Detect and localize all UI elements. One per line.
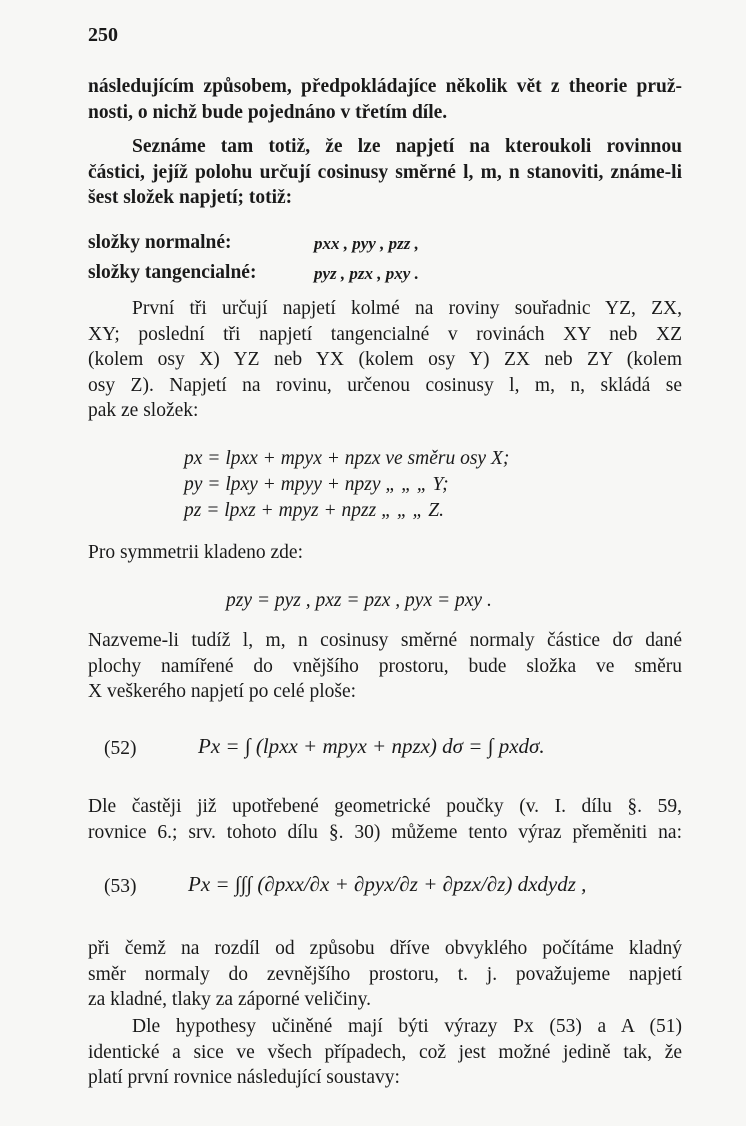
symmetry-intro [88, 540, 682, 566]
text-line: šest složek napjetí; totiž: [88, 187, 293, 208]
text-line: X veškerého napjetí po celé ploše: [88, 681, 357, 702]
paragraph-6 [88, 936, 682, 1013]
equation-px: px = lpxx + mpyx + npzx ve směru osy X; [184, 448, 510, 469]
text-line: (kolem osy X) YZ neb YX (kolem osy Y) ZX neb ZY (kolem [88, 349, 682, 370]
text-line: plochy namířené do vnějšího prostoru, bude složka ve směru [88, 655, 682, 677]
text-line: Pro symmetrii kladeno zde: [88, 542, 303, 563]
text-line: Seznáme tam totiž, že lze napjetí na kteroukoli rovinnou [132, 136, 682, 157]
text-line: nosti, o nichž bude pojednáno v třetím díle. [88, 101, 448, 123]
equation-pz: pz = lpxz + mpyz + npzz „ „ „ Z. [184, 500, 444, 521]
text-line: směr normaly do zevnějšího prostoru, t. j. považujeme napjetí [88, 963, 682, 985]
page-number: 250 [88, 24, 118, 46]
text-line: identické a sice ve všech případech, což jest možné jedině tak, že [88, 1041, 682, 1063]
text-line: při čemž na rozdíl od způsobu dříve obvyklého počítáme kladný [88, 938, 682, 959]
text-line: Nazveme-li tudíž l, m, n cosinusy směrné normaly částice dσ dané [88, 630, 682, 651]
paragraph-1 [88, 74, 682, 125]
equation-53: Px = ∫∫∫ (∂pxx/∂x + ∂pyx/∂z + ∂pzx/∂z) dxdydz , [188, 872, 587, 896]
text-line: platí první rovnice následující soustavy: [88, 1067, 400, 1088]
component-label: složky tangencialné: [88, 262, 257, 283]
equation-number: (53) [104, 876, 137, 897]
symmetry-equation: pzy = pyz , pxz = pzx , pyx = pxy . [226, 590, 492, 611]
equation-52: Px = ∫ (lpxx + mpyx + npzx) dσ = ∫ pxdσ. [198, 734, 545, 758]
text-line: Dle hypothesy učiněné mají býti výrazy Px (53) a A (51) [132, 1016, 682, 1037]
text-line: následujícím způsobem, předpokládajíce několik vět z theorie pruž- [88, 76, 682, 97]
text-line: Dle častěji již upotřebené geometrické poučky (v. I. dílu §. 59, [88, 796, 682, 817]
text-line: pak ze složek: [88, 400, 199, 421]
text-line: částici, jejíž polohu určují cosinusy směrné l, m, n stanoviti, známe-li [88, 161, 682, 183]
paragraph-5 [88, 794, 682, 845]
text-line: První tři určují napjetí kolmé na roviny souřadnic YZ, ZX, [132, 298, 682, 319]
text-line: rovnice 6.; srv. tohoto dílu §. 30) můžeme tento výraz přeměniti na: [88, 821, 682, 843]
paragraph-7 [88, 1014, 682, 1091]
paragraph-4 [88, 628, 682, 705]
component-label: složky normalné: [88, 232, 232, 253]
paragraph-3 [88, 296, 682, 424]
text-line: XY; poslední tři napjetí tangencialné v rovinách XY neb XZ [88, 323, 682, 345]
component-values: pyz , pzx , pxy . [314, 264, 419, 283]
text-line: osy Z). Napjetí na rovinu, určenou cosinusy l, m, n, skládá se [88, 374, 682, 396]
component-values: pxx , pyy , pzz , [314, 234, 419, 253]
equation-py: py = lpxy + mpyy + npzy „ „ „ Y; [184, 474, 449, 495]
paragraph-2 [88, 134, 682, 211]
equation-number: (52) [104, 738, 137, 759]
text-line: za kladné, tlaky za záporné veličiny. [88, 989, 371, 1010]
